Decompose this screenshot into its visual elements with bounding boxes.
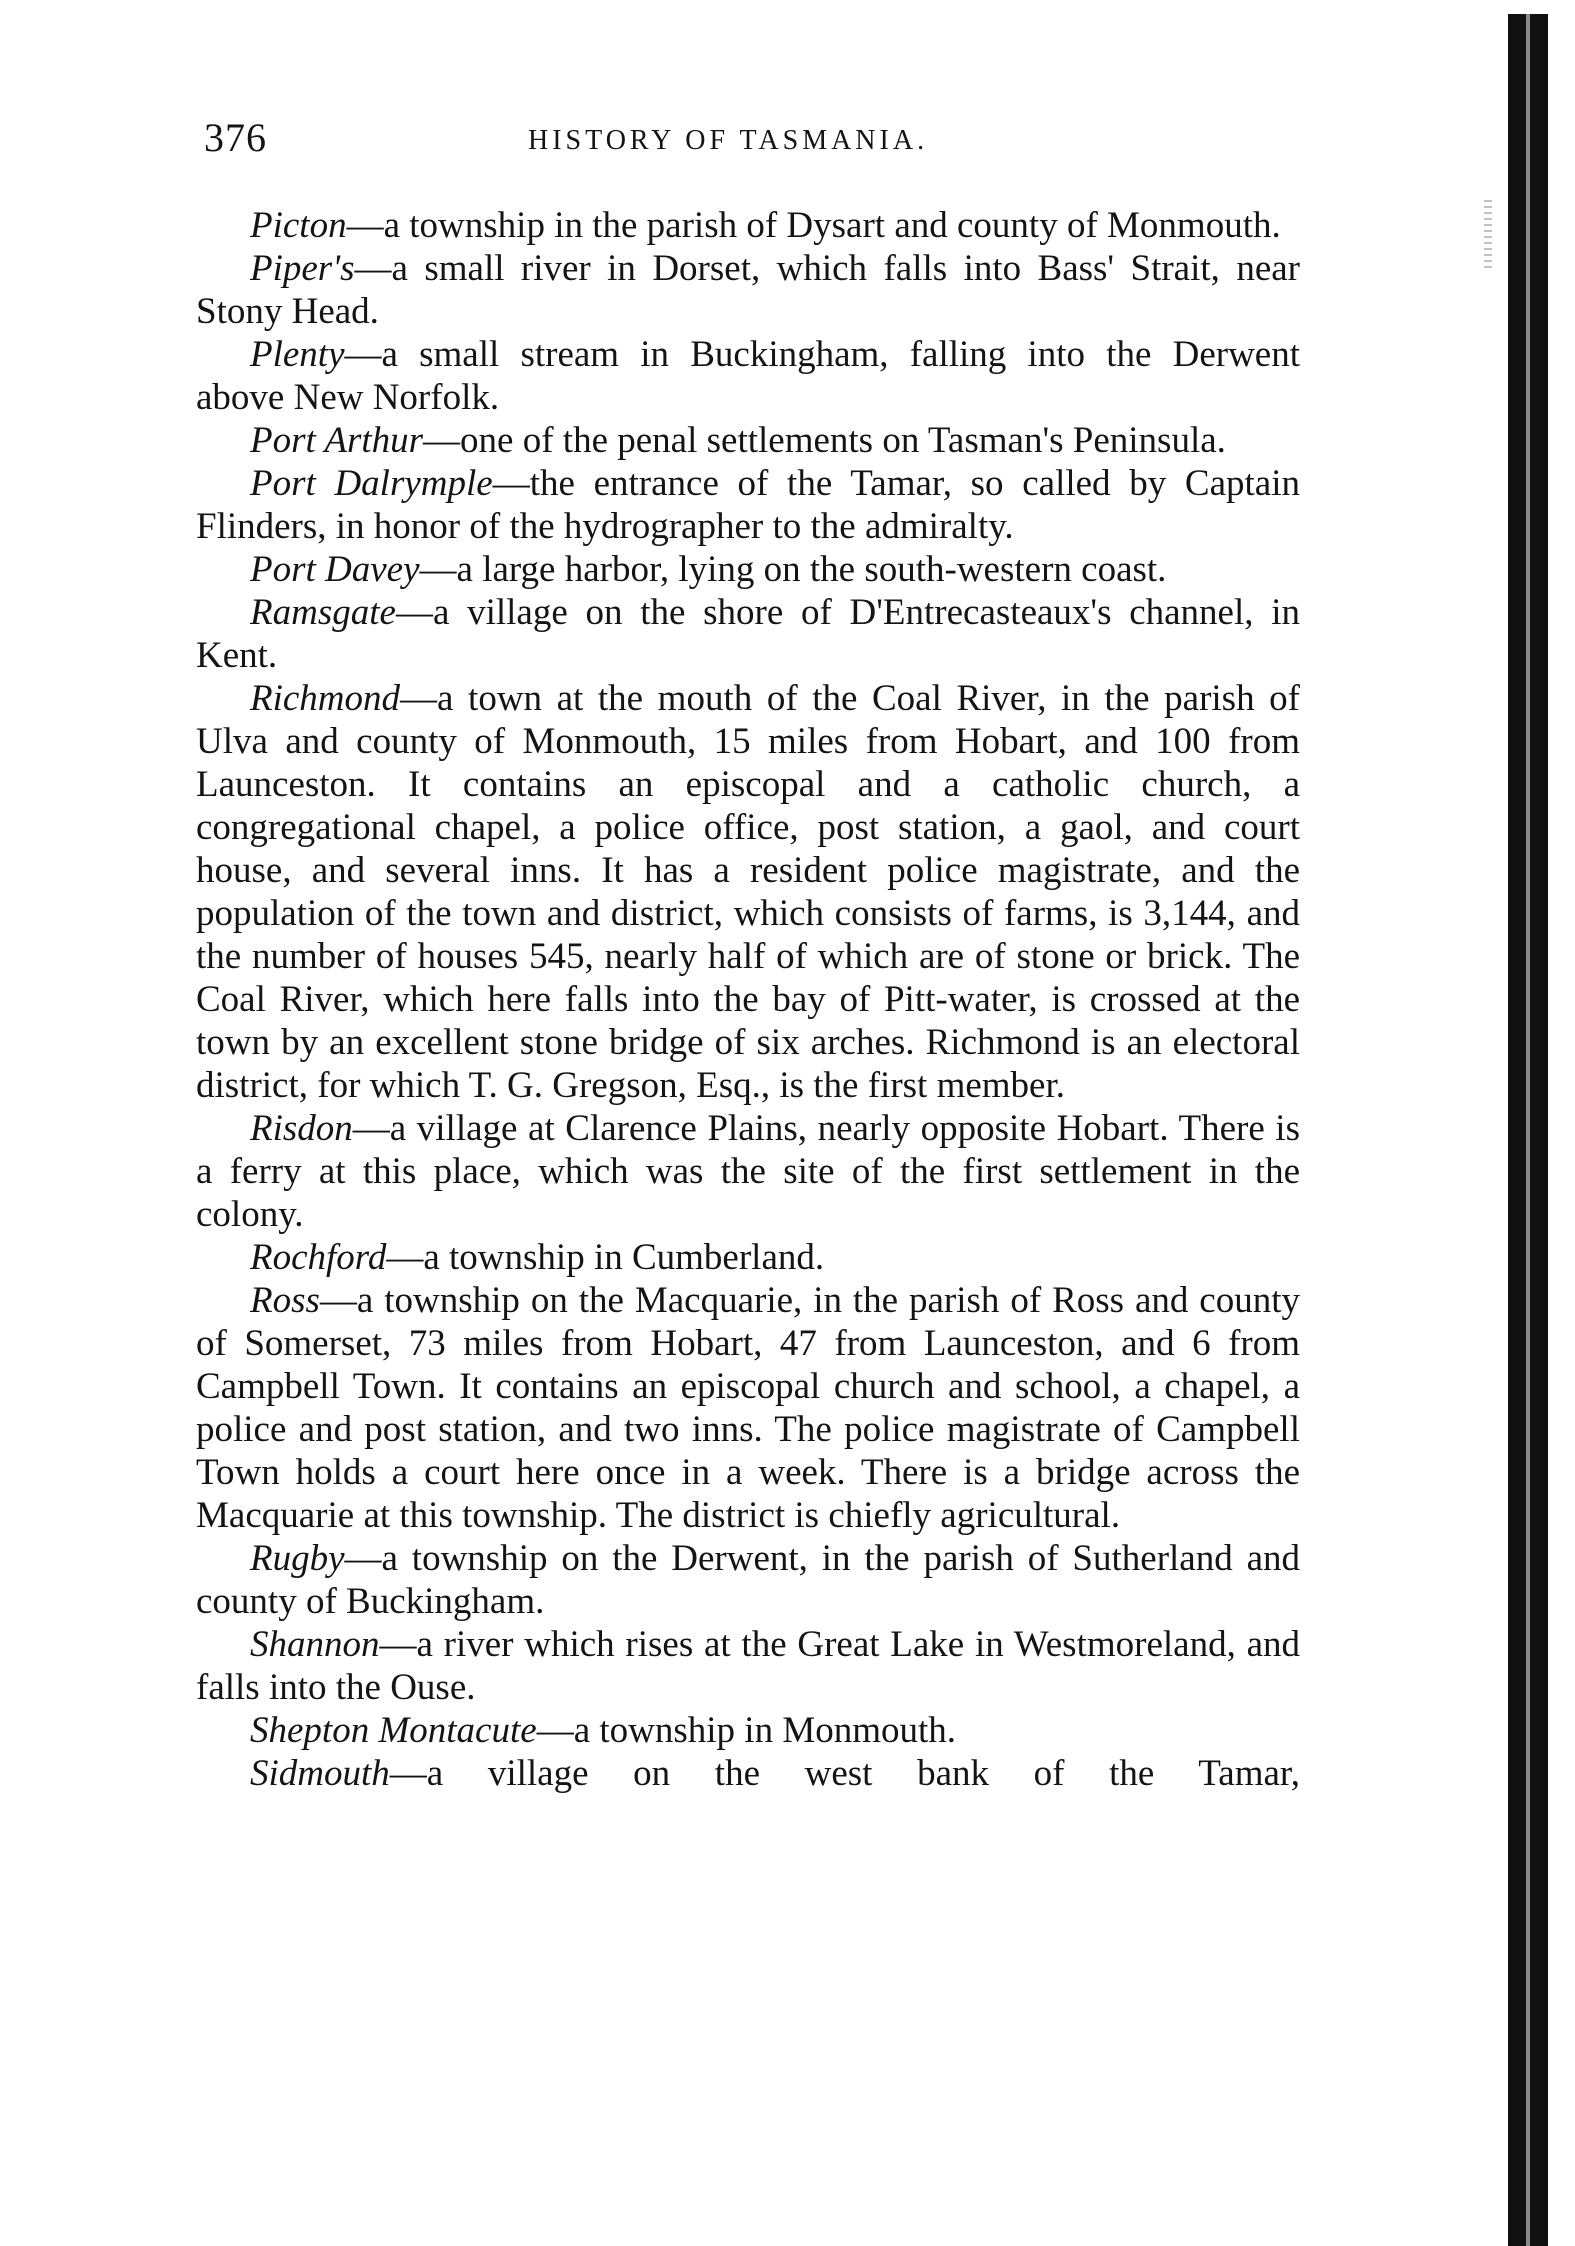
- entry-port-dalrymple: [196, 462, 1300, 548]
- entry-port-davey: [196, 548, 1300, 591]
- running-title: HISTORY OF TASMANIA.: [528, 125, 929, 156]
- entry-text: —a township on the Macquarie, in the parish of Ross and county of Somerset, 73 miles from Hobart, 47 from Launceston, and 6 from Campbell Town. It contains an episcopal church and school, a chapel, a police and post station, and two inns. The police magistrate of Campbell Town holds a court here once in a week. There is a bridge across the Macquarie at this township. The district is chiefly agricultural.: [196, 1280, 1300, 1536]
- entry-shannon: [196, 1623, 1300, 1709]
- entry-sidmouth: [196, 1752, 1300, 1838]
- entry-term: Rochford: [250, 1237, 387, 1278]
- entry-term: Rugby: [250, 1538, 345, 1579]
- entry-text: —a township in the parish of Dysart and county of Monmouth.: [346, 205, 1281, 246]
- entry-term: Shannon: [250, 1624, 380, 1665]
- entry-term: Port Davey: [250, 549, 420, 590]
- entry-text: —a town at the mouth of the Coal River, in the parish of Ulva and county of Monmouth, 15 miles from Hobart, and 100 from Launceston. It contains an episcopal and a catholic church, a congregational chapel, a police office, post station, a gaol, and court house, and several inns. It has a resident police magistrate, and the population of the town and district, which consists of farms, is 3,144, and the number of houses 545, nearly half of which are of stone or brick. The Coal River, which here falls into the bay of Pitt-water, is crossed at the town by an excellent stone bridge of six arches. Richmond is an electoral district, for which T. G. Gregson, Esq., is the first member.: [196, 678, 1300, 1106]
- entry-term: Port Arthur: [250, 420, 424, 461]
- entry-ross: [196, 1279, 1300, 1537]
- entry-term: Risdon: [250, 1108, 353, 1149]
- entry-text: —a small river in Dorset, which falls into Bass' Strait, near Stony Head.: [196, 248, 1300, 332]
- entry-term: Ross: [250, 1280, 320, 1321]
- entry-text: —a river which rises at the Great Lake in Westmoreland, and falls into the Ouse.: [196, 1624, 1300, 1708]
- entry-risdon: [196, 1107, 1300, 1236]
- entry-term: Sidmouth: [250, 1753, 390, 1794]
- entry-rochford: [196, 1236, 1300, 1279]
- entry-text: —one of the penal settlements on Tasman's Peninsula.: [423, 420, 1226, 461]
- entry-term: Ramsgate: [250, 592, 396, 633]
- entry-text: —a village at Clarence Plains, nearly opposite Hobart. There is a ferry at this place, which was the site of the first settlement in the colony.: [196, 1108, 1300, 1235]
- entry-ramsgate: [196, 591, 1300, 677]
- gazetteer-text: [196, 204, 1300, 1838]
- entry-text: —a village on the west bank of the Tamar,: [389, 1753, 1300, 1794]
- entry-text: —a township on the Derwent, in the parish of Sutherland and county of Buckingham.: [196, 1538, 1300, 1622]
- entry-term: Picton: [250, 205, 347, 246]
- entry-text: —a township in Cumberland.: [386, 1237, 825, 1278]
- page-number: 376: [204, 115, 267, 160]
- entry-term: Richmond: [250, 678, 401, 719]
- entry-text: —a small stream in Buckingham, falling into the Derwent above New Norfolk.: [196, 334, 1300, 418]
- entry-port-arthur: [196, 419, 1300, 462]
- entry-rugby: [196, 1537, 1300, 1623]
- entry-richmond: [196, 677, 1300, 1107]
- entry-term: Port Dalrymple: [250, 463, 493, 504]
- entry-text: —a village on the shore of D'Entrecasteaux's channel, in Kent.: [196, 592, 1300, 676]
- entry-pipers: [196, 247, 1300, 333]
- entry-shepton-montacute: [196, 1709, 1300, 1752]
- entry-picton: [196, 204, 1300, 247]
- entry-text: —a large harbor, lying on the south-western coast.: [419, 549, 1167, 590]
- entry-plenty: [196, 333, 1300, 419]
- scan-speckle: [1484, 200, 1492, 270]
- entry-term: Piper's: [250, 248, 355, 289]
- entry-term: Plenty: [250, 334, 345, 375]
- page-edge-shadow: [1508, 14, 1526, 2246]
- entry-text: —a township in Monmouth.: [536, 1710, 957, 1751]
- entry-text: —the entrance of the Tamar, so called by Captain Flinders, in honor of the hydrographer to the admiralty.: [196, 463, 1300, 547]
- entry-term: Shepton Montacute: [250, 1710, 537, 1751]
- page-edge-shadow-outer: [1530, 14, 1548, 2246]
